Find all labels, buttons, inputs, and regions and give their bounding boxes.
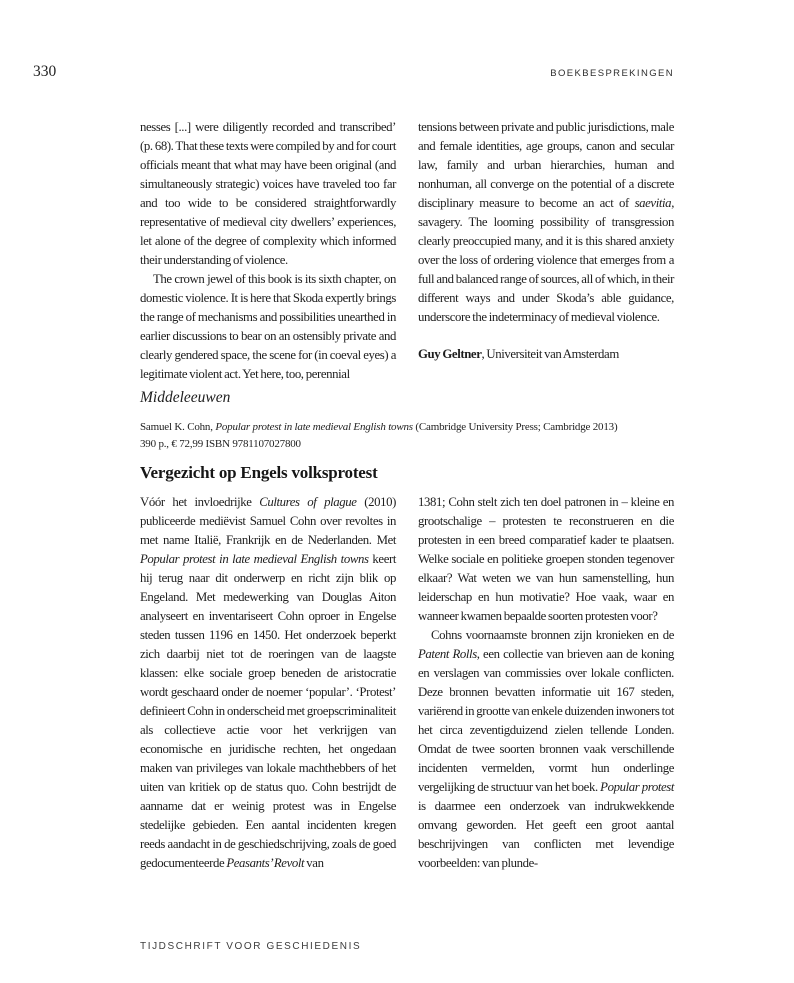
column-left: [140, 493, 396, 873]
page-content: [140, 118, 674, 873]
rubric-middeleeuwen: Middeleeuwen: [140, 389, 231, 406]
column-left: [140, 118, 396, 384]
paragraph: nesses [...] were diligently recorded and transcribed’ (p. 68). That these texts were compiled by and for court officials meant that what may have been original (and simultaneously strategic) voices have traveled too far and too wide to be considered straightforwardly representative of medieval city dwellers’ experiences, let alone of the degree of complexity which informed their understanding of violence.: [140, 120, 396, 267]
paragraph: The crown jewel of this book is its sixth chapter, on domestic violence. It is here that Skoda expertly brings the range of mechanisms and possibilities unearthed in earlier discussions to bear on an ostensibly private and clearly gendered space, the scene for (in coeval eyes) a legitimate violent act. Yet here, too, perennial: [140, 272, 396, 381]
column-right: [418, 493, 674, 873]
column-right: [418, 118, 674, 384]
footer-journal-title: TIJDSCHRIFT VOOR GESCHIEDENIS: [140, 941, 362, 952]
paragraph: Cohns voornaamste bronnen zijn kronieken en de Patent Rolls, een collectie van brieven aan de koning en verslagen van commissies over lokale conflicten. Deze bronnen bevatten informatie uit 167 steden, variërend in grootte van enkele duizenden inwoners tot het circa zeventigduizend zielen tellende Londen. Omdat de twee soorten bronnen vaak verschillende incidenten vermelden, vormt hun onderlinge vergelijking de structuur van het boek. Popular protest is daarmee een onderzoek van indrukwekkende omvang geworden. Het geeft een groot aantal beschrijvingen van conflicten met levendige voorbeelden: van plunde-: [418, 628, 674, 870]
review-title: Vergezicht op Engels volksprotest: [140, 463, 378, 482]
page-number: 330: [33, 63, 57, 80]
review-skoda-continuation: [140, 118, 674, 384]
bibliography-entry: [140, 419, 674, 452]
paragraph: Samuel K. Cohn, Popular protest in late medieval English towns (Cambridge University Press; Cambridge 2013): [140, 421, 618, 433]
paragraph: tensions between private and public jurisdictions, male and female identities, age groups, canon and secular law, family and urban hierarchies, human and nonhuman, all converge on the potential of a discrete disciplinary measure to become an act of saevitia, savagery. The looming possibility of transgression clearly preoccupied many, and it is this shared anxiety over the loss of ordering violence that emerges from a full and balanced range of sources, all of which, in their different ways and under Skoda’s able guidance, underscore the indeterminacy of medieval violence.: [418, 120, 674, 324]
review-cohn: [140, 493, 674, 873]
paragraph: 390 p., € 72,99 ISBN 9781107027800: [140, 437, 301, 450]
signature: Guy Geltner, Universiteit van Amsterdam: [418, 347, 619, 361]
paragraph: Vóór het invloedrijke Cultures of plague (2010) publiceerde mediëvist Samuel Cohn over revoltes in met name Italië, Frankrijk en de Nederlanden. Met Popular protest in late medieval English towns keert hij terug naar dit onderwerp en richt zijn blik op Engeland. Met medewerking van Douglas Aiton analyseert en inventariseert Cohn oproer in Engelse steden tussen 1196 en 1450. Het onderzoek beperkt zich daarbij niet tot de roeringen van de laagste klassen: elke sociale groep beneden de aristocratie wordt geschaard onder de noemer ‘popular’. ‘Protest’ definieert Cohn in onderscheid met groepscriminaliteit als collectieve actie voor het verkrijgen van economische en juridische rechten, het ongedaan maken van privileges van lokale machthebbers of het uiten van kritiek op de status quo. Cohn bestrijdt de aanname dat er weinig protest was in Engelse stedelijke gebieden. Een aantal incidenten kregen reeds aandacht in de geschiedschrijving, zoals de goed gedocumenteerde Peasants’ Revolt van: [140, 495, 396, 870]
running-head: BOEKBESPREKINGEN: [550, 68, 674, 79]
paragraph: 1381; Cohn stelt zich ten doel patronen in – kleine en grootschalige – protesten te reconstrueren en die protesten in een breed comparatief kader te plaatsen. Welke sociale en politieke groepen stonden tegenover elkaar? Wat weten we van hun samenstelling, hun leiderschap en hun motivatie? Hoe vaak, waar en wanneer kwamen bepaalde soorten protesten voor?: [418, 495, 674, 623]
